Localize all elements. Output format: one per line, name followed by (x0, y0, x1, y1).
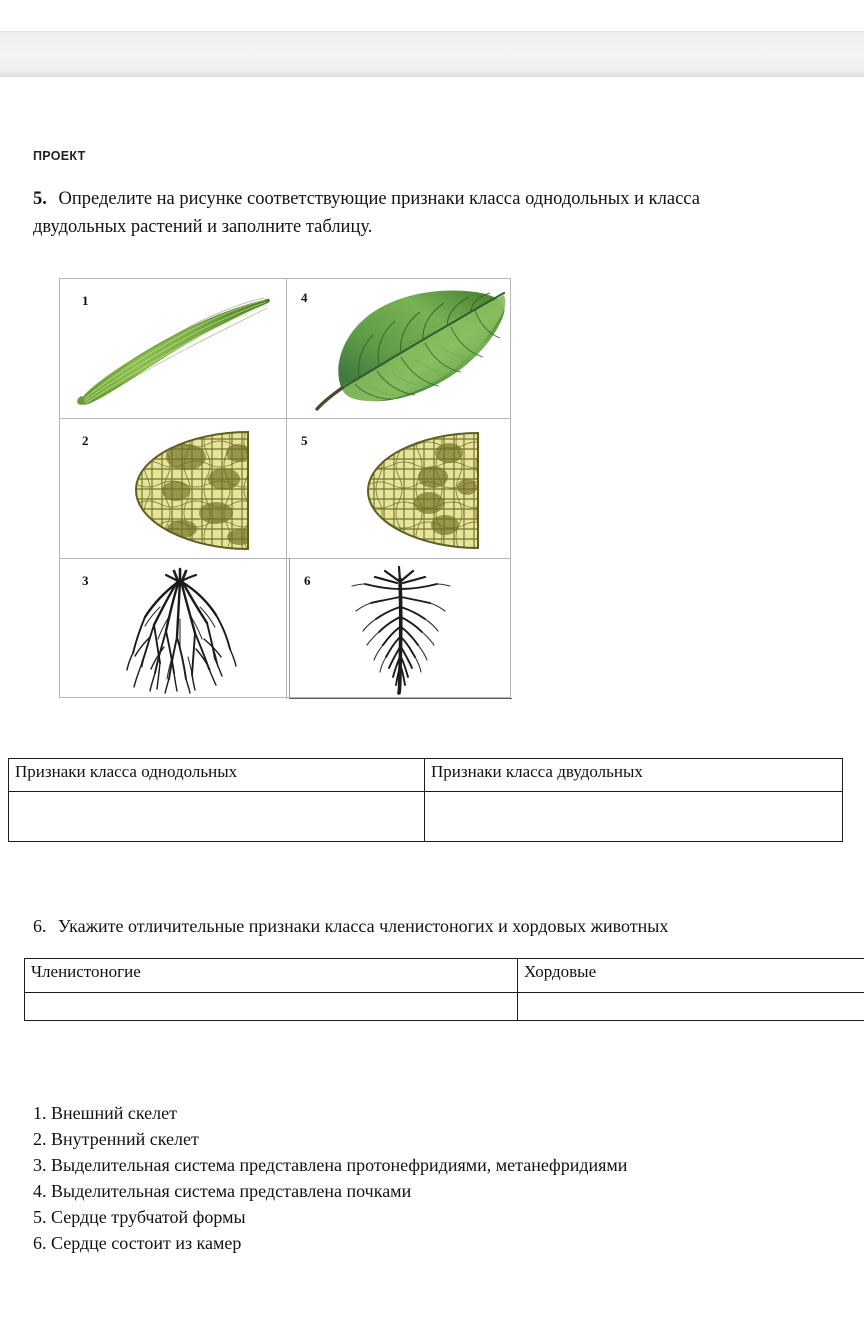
figure-panel-1 (60, 279, 287, 418)
question-5 (33, 185, 864, 237)
answer-option: 6. Сердце состоит из камер (33, 1233, 242, 1253)
table-header-dicot: Признаки класса двудольных (425, 759, 843, 792)
question-6 (33, 913, 864, 939)
answer-option: 2. Внутренний скелет (33, 1129, 199, 1149)
figure-row-stem-sections (60, 419, 510, 559)
figure-row-leaves (60, 279, 510, 419)
table-cell-dicot-answer[interactable] (425, 792, 843, 842)
figure-panel-5 (287, 419, 512, 558)
table-row (9, 759, 843, 792)
table-monocot-dicot (8, 758, 843, 842)
dicot-stem-section-icon (363, 429, 485, 552)
figure-panel-6-number: 6 (304, 573, 311, 588)
answer-option: 5. Сердце трубчатой формы (33, 1207, 246, 1227)
figure-panel-2 (60, 419, 287, 558)
table-header-monocot: Признаки класса однодольных (9, 759, 425, 792)
table-header-chordates: Хордовые (518, 959, 864, 993)
monocot-leaf-icon (70, 291, 285, 409)
answer-option: 3. Выделительная система представлена протонефридиями, метанефридиями (33, 1155, 628, 1175)
question-5-line1: Определите на рисунке соответствующие признаки класса однодольных и класса (58, 189, 700, 209)
figure-panel-4 (287, 279, 512, 418)
question-6-number: 6. (33, 916, 47, 936)
figure-row-roots (60, 559, 510, 699)
table-cell-monocot-answer[interactable] (9, 792, 425, 842)
answer-option: 4. Выделительная система представлена почками (33, 1181, 412, 1201)
browser-toolbar-band (0, 31, 864, 77)
table-row (25, 959, 864, 993)
figure-panel-6 (289, 559, 512, 699)
top-band-hairline (0, 28, 864, 29)
project-label: ПРОЕКТ (33, 149, 86, 163)
question-5-line2: двудольных растений и заполните таблицу. (33, 217, 373, 237)
figure-panel-3 (60, 559, 287, 699)
figure-panel-1-number: 1 (82, 293, 89, 308)
table-header-arthropods: Членистоногие (25, 959, 518, 993)
figure-panel-2-number: 2 (82, 433, 89, 448)
question-6-text: Укажите отличительные признаки класса членистоногих и хордовых животных (58, 916, 669, 936)
monocot-stem-section-icon (130, 429, 255, 552)
answer-options-list (33, 1100, 864, 1256)
table-row (25, 993, 864, 1021)
dicot-leaf-icon (311, 287, 511, 413)
fibrous-root-icon (108, 567, 253, 695)
figure-panel-5-number: 5 (301, 433, 308, 448)
question-5-number: 5. (33, 189, 47, 209)
table-row (9, 792, 843, 842)
tap-root-icon (345, 565, 455, 695)
table-arthropod-chordate (24, 958, 864, 1021)
answer-option: 1. Внешний скелет (33, 1103, 177, 1123)
table-cell-chordates-answer[interactable] (518, 993, 864, 1021)
table-cell-arthropods-answer[interactable] (25, 993, 518, 1021)
figure-panel-3-number: 3 (82, 573, 89, 588)
plant-comparison-figure (59, 278, 511, 698)
figure-panel-4-number: 4 (301, 290, 308, 305)
